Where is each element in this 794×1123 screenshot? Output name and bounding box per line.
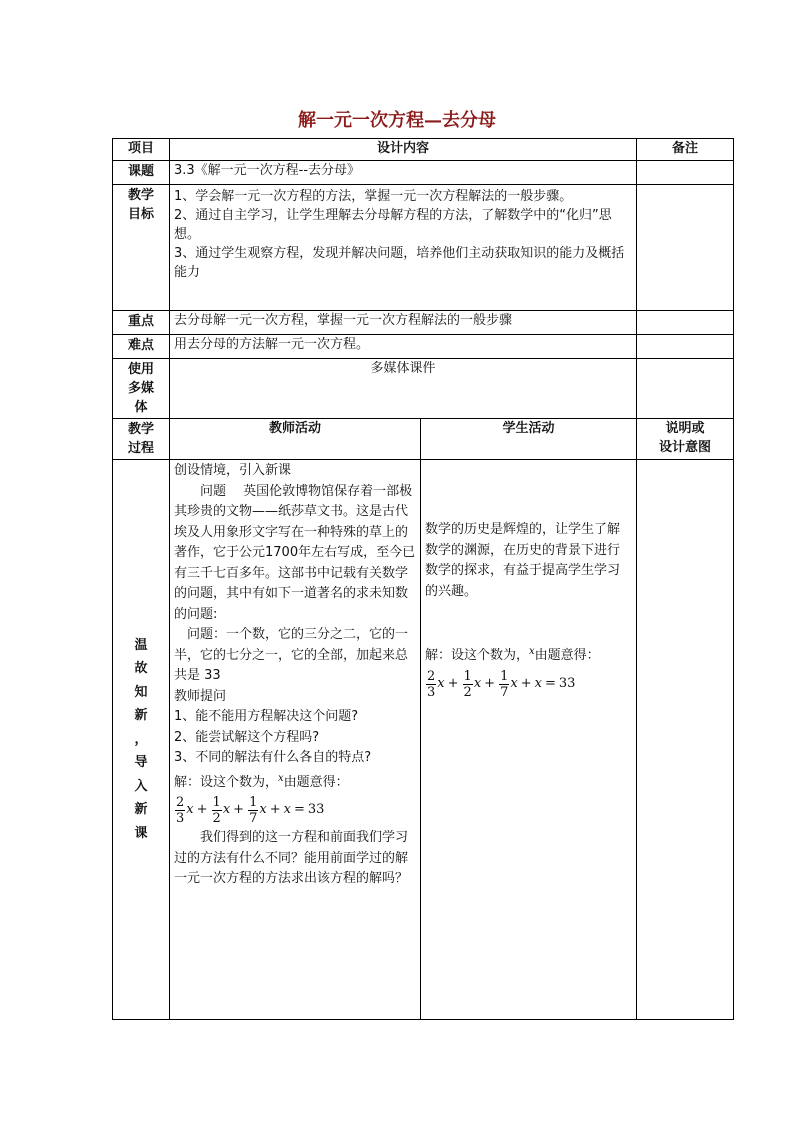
variable-x: x [278,772,284,784]
header-remarks: 备注 [637,139,734,161]
teacher-solution-line: 解：设这个数为，$^x$由题意得： [174,772,349,790]
course-row [113,161,734,185]
teacher-ask-title: 教师提问 [174,688,227,704]
stage-note-cell [637,460,734,1020]
teacher-activity-cell [170,460,421,1020]
header-item: 项目 [113,139,170,161]
goal-item: 2、通过自主学习，让学生理解去分母解方程的方法，了解数学中的“化归”思想。 [174,208,612,242]
goal-item: 3、通过学生观察方程，发现并解决问题，培养他们主动获取知识的能力及概括能力 [174,246,625,280]
stage-label: 温 故 知 新 ， 导 入 新 课 [113,460,170,1020]
difficulty-label: 难点 [113,335,170,359]
header-content: 设计内容 [170,139,637,161]
header-row [113,139,734,161]
teacher-ask: 2、能尝试解这个方程吗? [174,729,320,745]
media-remark [637,359,734,419]
keypoint-text: 去分母解一元一次方程，掌握一元一次方程解法的一般步骤 [170,311,637,335]
teacher-heading: 创设情境，引入新课 [174,463,292,478]
note-header: 说明或 设计意图 [637,419,734,460]
equation: $\frac{2}{3}$ x + $\frac{1}{2}$ x + $\frac{1}{7}$ x + x = 33 [427,668,576,700]
page-title: 解一元一次方程—去分母 [298,110,496,131]
teacher-ask: 3、不同的解法有什么各自的特点? [174,750,372,765]
variable-x: x [529,646,535,657]
stage-row [113,460,734,1020]
student-activity-cell [421,460,637,1020]
lesson-plan-table [112,138,734,1020]
goals-remark [637,185,734,311]
teacher-closing: 我们得到的这一方程和前面我们学习过的方法有什么不同？能用前面学过的解一元一次方程的方法求出该方程的解吗？ [174,830,409,886]
course-label: 课题 [113,161,170,185]
goals-label: 教学 目标 [113,185,170,311]
course-remark [637,161,734,185]
difficulty-text: 用去分母的方法解一元一次方程。 [170,335,637,359]
keypoint-label: 重点 [113,311,170,335]
difficulty-remark [637,335,734,359]
process-header-row [113,419,734,460]
student-solution-line: 解：设这个数为，$^x$由题意得： [425,646,600,663]
goal-item: 1、学会解一元一次方程的方法，掌握一元一次方程解法的一般步骤。 [174,189,573,204]
media-text: 多媒体课件 [170,359,637,419]
media-row [113,359,734,419]
teacher-problem: 问题 英国伦敦博物馆保存着一部极其珍贵的文物——纸莎草文书。这是古代埃及人用象形文字写在一种特殊的草上的著作，它于公元1700年左右写成，至今已有三千七百多年。这部书中记载有关数学的问题，其中有如下一道著名的求未知数的问题: [174,483,416,622]
teacher-ask: 1、能不能用方程解决这个问题? [174,709,359,724]
process-label: 教学 过程 [113,419,170,460]
teacher-activity-header: 教师活动 [170,419,421,460]
keypoint-row [113,311,734,335]
equation: $\frac{2}{3}$ x + $\frac{1}{2}$ x + $\frac{1}{7}$ x + x = 33 [176,795,325,826]
goals-content [170,185,637,311]
teacher-question: 问题：一个数，它的三分之二，它的一半，它的七分之一，它的全部，加起来总共是 33 [174,627,409,683]
media-label: 使用 多媒 体 [113,359,170,419]
difficulty-row [113,335,734,359]
course-text: 3.3《解一元一次方程--去分母》 [170,161,637,185]
goals-row [113,185,734,311]
student-activity-header: 学生活动 [421,419,637,460]
keypoint-remark [637,311,734,335]
student-text: 数学的历史是辉煌的，让学生了解数学的渊源，在历史的背景下进行数学的探求，有益于提高学生学习的兴趣。 [425,522,621,599]
